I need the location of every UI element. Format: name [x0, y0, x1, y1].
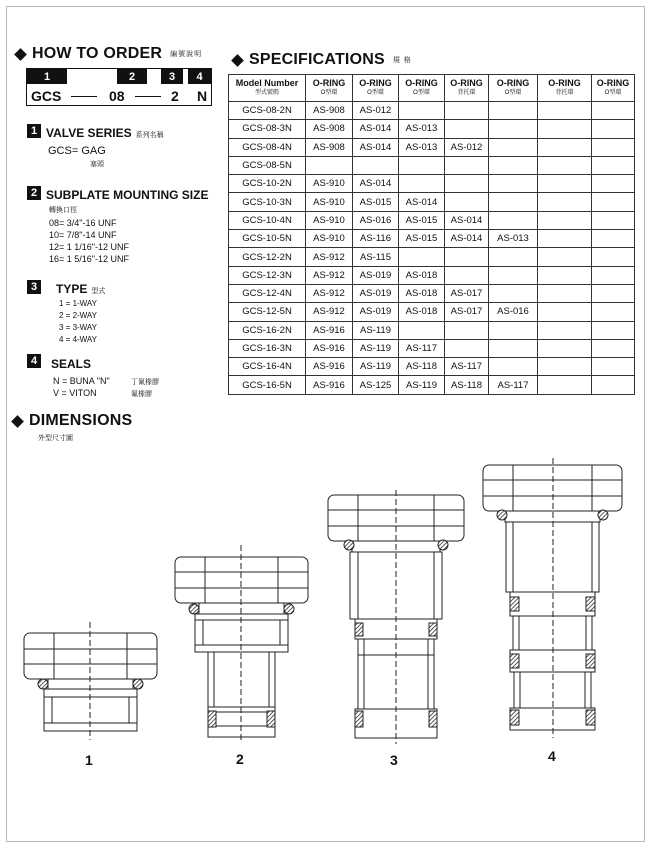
- oring-cell: AS-019: [353, 284, 399, 302]
- seal-option-buna: N = BUNA "N": [53, 376, 110, 386]
- col-header-backup-ring: O-RING 背托環: [445, 75, 489, 102]
- col-header-oring: O-RING O型環: [306, 75, 353, 102]
- oring-cell: AS-014: [445, 230, 489, 248]
- oring-cell: AS-908: [306, 102, 353, 120]
- oring-cell: AS-119: [353, 358, 399, 376]
- size-option-08: 08= 3/4"-16 UNF: [49, 218, 117, 228]
- oring-cell: AS-016: [489, 303, 538, 321]
- position-1: 1: [27, 69, 67, 84]
- model-number-cell: GCS-16-4N: [229, 358, 306, 376]
- col-header-oring: O-RING O型環: [353, 75, 399, 102]
- oring-cell: AS-015: [399, 230, 445, 248]
- oring-cell: AS-912: [306, 248, 353, 266]
- oring-cell: AS-916: [306, 376, 353, 394]
- valve-label-4: 4: [548, 748, 556, 764]
- model-number-cell: GCS-12-2N: [229, 248, 306, 266]
- oring-cell: AS-014: [353, 175, 399, 193]
- model-number-cell: GCS-12-5N: [229, 303, 306, 321]
- model-number-cell: GCS-16-3N: [229, 339, 306, 357]
- item-number-1: 1: [27, 124, 41, 138]
- oring-cell: AS-018: [399, 303, 445, 321]
- oring-cell: AS-015: [353, 193, 399, 211]
- seals-title: SEALS: [51, 357, 92, 371]
- oring-cell: AS-908: [306, 120, 353, 138]
- oring-cell: AS-014: [399, 193, 445, 211]
- code-series: GCS: [31, 88, 62, 104]
- valve-series-title-cn: 系列名稱: [135, 132, 164, 139]
- oring-cell: AS-916: [306, 358, 353, 376]
- oring-cell: AS-019: [353, 303, 399, 321]
- valve-label-2: 2: [236, 751, 244, 767]
- valve-series-value: GCS= GAG: [48, 145, 106, 157]
- model-number-cell: GCS-08-5N: [229, 156, 306, 174]
- oring-cell: AS-117: [489, 376, 538, 394]
- seal-option-buna-cn: 丁氰橡膠: [131, 379, 159, 386]
- col-header-oring: O-RING O型環: [399, 75, 445, 102]
- oring-cell: AS-912: [306, 303, 353, 321]
- seal-option-viton: V = VITON: [53, 388, 97, 398]
- type-option-2: 2 = 2-WAY: [59, 311, 98, 320]
- valve-series-title: VALVE SERIES: [46, 126, 132, 140]
- model-number-cell: GCS-10-5N: [229, 230, 306, 248]
- oring-cell: AS-916: [306, 339, 353, 357]
- type-option-1: 1 = 1-WAY: [59, 299, 98, 308]
- col-header-oring: O-RING O型環: [592, 75, 635, 102]
- oring-cell: AS-013: [399, 138, 445, 156]
- oring-cell: AS-125: [353, 376, 399, 394]
- size-option-12: 12= 1 1/16"-12 UNF: [49, 242, 129, 252]
- valve-drawing-2: [175, 545, 308, 742]
- code-type: 2: [171, 88, 179, 104]
- specifications-title-cn: 規 格: [392, 57, 412, 64]
- oring-cell: AS-118: [399, 358, 445, 376]
- valve-drawing-3: [328, 490, 464, 744]
- size-option-16: 16= 1 5/16"-12 UNF: [49, 254, 129, 264]
- oring-cell: AS-012: [445, 138, 489, 156]
- model-number-cell: GCS-08-2N: [229, 102, 306, 120]
- valve-drawing-1: [24, 622, 157, 740]
- type-option-3: 3 = 3-WAY: [59, 323, 98, 332]
- oring-cell: AS-910: [306, 175, 353, 193]
- model-number-cell: GCS-08-3N: [229, 120, 306, 138]
- oring-cell: AS-115: [353, 248, 399, 266]
- how-to-order-title-cn: 編號說明: [170, 51, 203, 58]
- oring-cell: AS-910: [306, 211, 353, 229]
- code-size: 08: [109, 88, 125, 104]
- oring-cell: AS-908: [306, 138, 353, 156]
- oring-cell: AS-014: [445, 211, 489, 229]
- valve-series-cn: 塞頭: [90, 161, 104, 168]
- oring-cell: AS-118: [445, 376, 489, 394]
- oring-cell: AS-119: [353, 339, 399, 357]
- oring-cell: AS-017: [445, 303, 489, 321]
- model-number-cell: GCS-16-5N: [229, 376, 306, 394]
- model-number-cell: GCS-12-4N: [229, 284, 306, 302]
- oring-cell: AS-018: [399, 284, 445, 302]
- item-number-2: 2: [27, 186, 41, 200]
- oring-cell: AS-117: [445, 358, 489, 376]
- oring-cell: AS-019: [353, 266, 399, 284]
- model-number-cell: GCS-16-2N: [229, 321, 306, 339]
- oring-cell: AS-013: [489, 230, 538, 248]
- oring-cell: AS-912: [306, 266, 353, 284]
- oring-cell: AS-910: [306, 193, 353, 211]
- subplate-size-title: SUBPLATE MOUNTING SIZE: [46, 188, 209, 202]
- specifications-title: SPECIFICATIONS: [249, 51, 385, 68]
- position-2: 2: [117, 69, 147, 84]
- oring-cell: AS-916: [306, 321, 353, 339]
- oring-cell: AS-015: [399, 211, 445, 229]
- valve-drawing-4: [483, 458, 622, 738]
- subplate-size-cn: 轉換口徑: [49, 207, 77, 214]
- model-number-cell: GCS-12-3N: [229, 266, 306, 284]
- oring-cell: AS-119: [399, 376, 445, 394]
- col-header-oring: O-RING O型環: [489, 75, 538, 102]
- oring-cell: AS-117: [399, 339, 445, 357]
- type-option-4: 4 = 4-WAY: [59, 335, 98, 344]
- code-seal: N: [197, 88, 208, 104]
- valve-label-3: 3: [390, 752, 398, 768]
- oring-cell: AS-012: [353, 102, 399, 120]
- item-number-3: 3: [27, 280, 41, 294]
- model-number-cell: GCS-10-4N: [229, 211, 306, 229]
- oring-cell: AS-116: [353, 230, 399, 248]
- oring-cell: AS-119: [353, 321, 399, 339]
- model-number-cell: GCS-10-2N: [229, 175, 306, 193]
- valve-label-1: 1: [85, 752, 93, 768]
- model-number-cell: GCS-10-3N: [229, 193, 306, 211]
- size-option-10: 10= 7/8"-14 UNF: [49, 230, 117, 240]
- seal-option-viton-cn: 氟橡膠: [131, 391, 152, 398]
- oring-cell: AS-016: [353, 211, 399, 229]
- type-title-cn: 型式: [91, 288, 106, 295]
- oring-cell: AS-912: [306, 284, 353, 302]
- col-header-model: Model Number 型式號碼: [229, 75, 306, 102]
- oring-cell: AS-910: [306, 230, 353, 248]
- dimensions-title: DIMENSIONS: [29, 412, 133, 429]
- oring-cell: AS-018: [399, 266, 445, 284]
- item-number-4: 4: [27, 354, 41, 368]
- model-number-cell: GCS-08-4N: [229, 138, 306, 156]
- dimensions-title-cn: 外型尺寸圖: [38, 435, 73, 442]
- col-header-backup-ring: O-RING 背托環: [538, 75, 592, 102]
- how-to-order-title: HOW TO ORDER: [32, 45, 163, 62]
- oring-cell: AS-017: [445, 284, 489, 302]
- type-title: TYPE: [56, 282, 88, 296]
- oring-cell: AS-013: [399, 120, 445, 138]
- position-4: 4: [188, 69, 211, 84]
- oring-cell: AS-014: [353, 138, 399, 156]
- position-3: 3: [161, 69, 183, 84]
- oring-cell: AS-014: [353, 120, 399, 138]
